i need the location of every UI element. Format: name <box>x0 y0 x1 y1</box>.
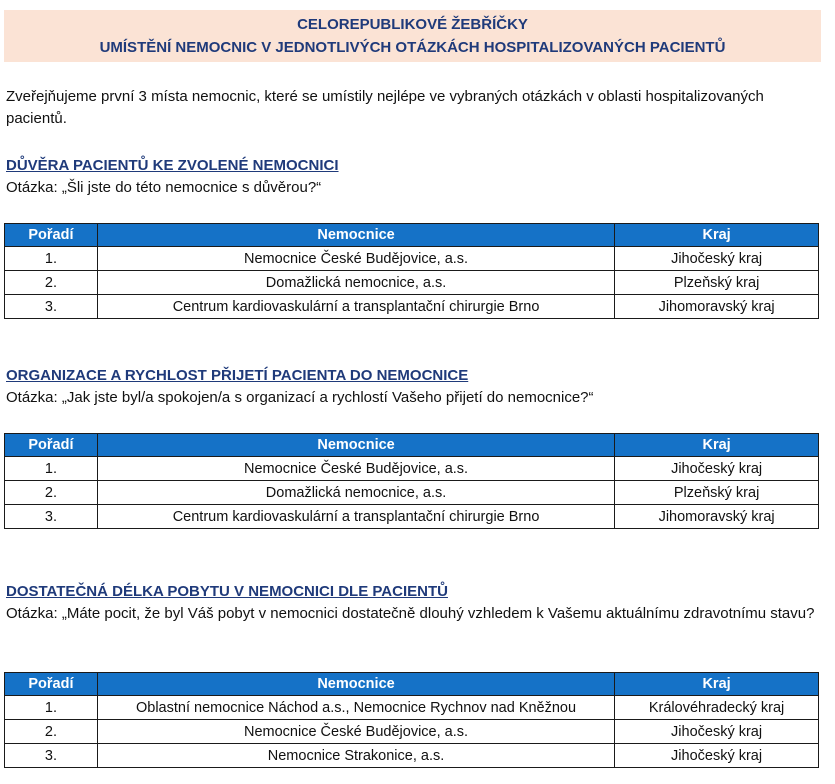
col-header-rank: Pořadí <box>5 434 98 457</box>
ranking-table-stay-length <box>4 672 819 768</box>
section-admission <box>6 365 819 409</box>
section-question: Otázka: „Jak jste byl/a spokojen/a s organizací a rychlostí Vašeho přijetí do nemocnice?“ <box>6 389 594 406</box>
region-cell: Královéhradecký kraj <box>615 696 819 720</box>
intro-paragraph: Zveřejňujeme první 3 místa nemocnic, které se umístily nejlépe ve vybraných otázkách v oblasti hospitalizovaných pacientů. <box>6 88 764 127</box>
hospital-cell: Centrum kardiovaskulární a transplantační chirurgie Brno <box>97 295 614 319</box>
rank-cell: 1. <box>5 696 98 720</box>
table-row <box>5 295 819 319</box>
table-row <box>5 696 819 720</box>
region-cell: Jihomoravský kraj <box>615 295 819 319</box>
rank-cell: 3. <box>5 505 98 529</box>
section-heading: DŮVĚRA PACIENTŮ KE ZVOLENÉ NEMOCNICI <box>6 157 339 174</box>
col-header-rank: Pořadí <box>5 224 98 247</box>
section-heading: DOSTATEČNÁ DÉLKA POBYTU V NEMOCNICI DLE PACIENTŮ <box>6 583 448 600</box>
hospital-cell: Nemocnice České Budějovice, a.s. <box>97 457 614 481</box>
region-cell: Jihomoravský kraj <box>615 505 819 529</box>
col-header-hospital: Nemocnice <box>97 434 614 457</box>
document-title <box>4 10 821 62</box>
hospital-cell: Nemocnice České Budějovice, a.s. <box>97 720 614 744</box>
table-header-row <box>5 434 819 457</box>
table-row <box>5 457 819 481</box>
section-question: Otázka: „Šli jste do této nemocnice s důvěrou?“ <box>6 179 322 196</box>
col-header-region: Kraj <box>615 673 819 696</box>
region-cell: Jihočeský kraj <box>615 457 819 481</box>
section-trust <box>6 155 819 199</box>
table-row <box>5 505 819 529</box>
rank-cell: 3. <box>5 295 98 319</box>
table-header-row <box>5 673 819 696</box>
region-cell: Jihočeský kraj <box>615 744 819 768</box>
rank-cell: 2. <box>5 481 98 505</box>
hospital-cell: Centrum kardiovaskulární a transplantační chirurgie Brno <box>97 505 614 529</box>
section-question: Otázka: „Máte pocit, že byl Váš pobyt v nemocnici dostatečně dlouhý vzhledem k Vašemu aktuálnímu zdravotnímu stavu? <box>6 605 815 622</box>
rank-cell: 1. <box>5 457 98 481</box>
region-cell: Jihočeský kraj <box>615 720 819 744</box>
hospital-cell: Domažlická nemocnice, a.s. <box>97 481 614 505</box>
table-row <box>5 744 819 768</box>
title-line-2: UMÍSTĚNÍ NEMOCNIC V JEDNOTLIVÝCH OTÁZKÁCH HOSPITALIZOVANÝCH PACIENTŮ <box>99 39 726 56</box>
rank-cell: 2. <box>5 720 98 744</box>
section-heading: ORGANIZACE A RYCHLOST PŘIJETÍ PACIENTA DO NEMOCNICE <box>6 367 469 384</box>
col-header-hospital: Nemocnice <box>97 673 614 696</box>
ranking-table-admission <box>4 433 819 529</box>
hospital-cell: Oblastní nemocnice Náchod a.s., Nemocnice Rychnov nad Kněžnou <box>97 696 614 720</box>
hospital-cell: Nemocnice České Budějovice, a.s. <box>97 247 614 271</box>
region-cell: Plzeňský kraj <box>615 271 819 295</box>
col-header-hospital: Nemocnice <box>97 224 614 247</box>
rank-cell: 3. <box>5 744 98 768</box>
table-row <box>5 720 819 744</box>
title-line-1: CELOREPUBLIKOVÉ ŽEBŘÍČKY <box>297 16 528 33</box>
ranking-table-trust <box>4 223 819 319</box>
col-header-region: Kraj <box>615 224 819 247</box>
rank-cell: 2. <box>5 271 98 295</box>
table-row <box>5 481 819 505</box>
region-cell: Jihočeský kraj <box>615 247 819 271</box>
region-cell: Plzeňský kraj <box>615 481 819 505</box>
hospital-cell: Nemocnice Strakonice, a.s. <box>97 744 614 768</box>
rank-cell: 1. <box>5 247 98 271</box>
col-header-region: Kraj <box>615 434 819 457</box>
table-row <box>5 271 819 295</box>
col-header-rank: Pořadí <box>5 673 98 696</box>
hospital-cell: Domažlická nemocnice, a.s. <box>97 271 614 295</box>
section-stay-length <box>6 581 819 625</box>
table-header-row <box>5 224 819 247</box>
table-row <box>5 247 819 271</box>
